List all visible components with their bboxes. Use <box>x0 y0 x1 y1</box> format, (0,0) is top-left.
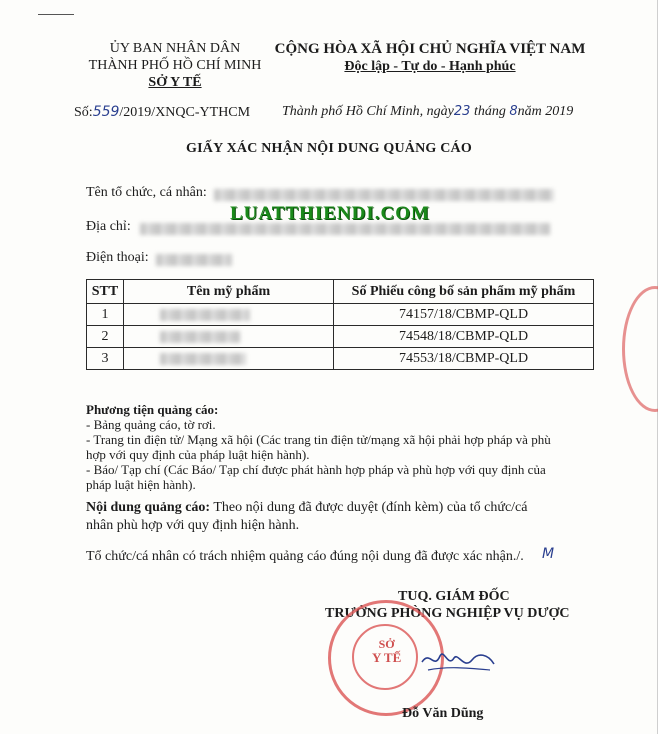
document-number <box>74 104 250 121</box>
handwritten-initial: M <box>542 546 555 562</box>
table-row <box>87 348 594 370</box>
signer-authority: TUQ. GIÁM ĐỐC <box>398 589 510 604</box>
department-name: SỞ Y TẾ <box>148 75 202 90</box>
authority-line-1: ỦY BAN NHÂN DÂN <box>109 41 241 56</box>
phone-field <box>86 250 149 266</box>
country-name: CỘNG HÒA XÃ HỘI CHỦ NGHĨA VIỆT NAM <box>274 41 586 57</box>
date-part-1: Thành phố Hồ Chí Minh, ngày <box>282 104 454 119</box>
row-declaration-number: 74157/18/CBMP-QLD <box>334 304 594 326</box>
content-text: Theo nội dung đã được duyệt (đính kèm) của tổ chức/cá nhân phù hợp với quy định hiện hành. <box>86 500 528 533</box>
row-stt: 2 <box>87 326 124 348</box>
date-part-2: tháng <box>473 104 506 119</box>
table-row <box>87 304 594 326</box>
header-declaration-number: Số Phiếu công bố sản phẩm mỹ phẩm <box>334 280 594 304</box>
responsibility-statement: Tổ chức/cá nhân có trách nhiệm quảng cáo đúng nội dung đã được xác nhận./. <box>86 549 524 564</box>
handwritten-signature <box>418 640 498 680</box>
national-header <box>270 40 590 75</box>
org-name-field <box>86 185 207 201</box>
org-name-label: Tên tổ chức, cá nhân: <box>86 185 207 200</box>
table-header-row <box>87 280 594 304</box>
row-product-redacted <box>124 326 334 348</box>
content-paragraph <box>86 499 556 535</box>
phone-redacted <box>156 254 232 266</box>
seal-text <box>372 637 401 665</box>
signer-name: Đỗ Văn Dũng <box>402 706 484 721</box>
header-stt: STT <box>87 280 124 304</box>
issuing-authority <box>70 40 280 91</box>
row-product-redacted <box>124 304 334 326</box>
doc-number-suffix: /2019/XNQC-YTHCM <box>119 105 251 120</box>
media-item: - Báo/ Tạp chí (Các Báo/ Tạp chí được phát hành hợp pháp và phù hợp với quy định của pháp luật hiện hành). <box>86 462 546 492</box>
table-row <box>87 326 594 348</box>
row-declaration-number: 74548/18/CBMP-QLD <box>334 326 594 348</box>
top-edge-mark <box>38 14 74 15</box>
row-declaration-number: 74553/18/CBMP-QLD <box>334 348 594 370</box>
signer-position: TRƯỞNG PHÒNG NGHIỆP VỤ DƯỢC <box>325 606 570 621</box>
row-stt: 1 <box>87 304 124 326</box>
org-name-redacted <box>214 189 554 201</box>
seal-line-2: Y TẾ <box>372 650 402 665</box>
content-label: Nội dung quảng cáo: <box>86 500 211 515</box>
date-month: 8 <box>509 104 518 119</box>
media-item: - Bảng quảng cáo, tờ rơi. <box>86 417 216 432</box>
doc-number-handwritten: 559 <box>92 104 120 120</box>
row-stt: 3 <box>87 348 124 370</box>
header-product-name: Tên mỹ phẩm <box>124 280 334 304</box>
document-title: GIẤY XÁC NHẬN NỘI DUNG QUẢNG CÁO <box>186 141 472 156</box>
place-and-date <box>282 104 573 120</box>
seal-line-1: SỞ <box>378 637 395 651</box>
date-part-3: năm 2019 <box>517 104 574 119</box>
site-watermark: LUATTHIENDI.COM <box>230 203 430 224</box>
side-seal-fragment <box>622 286 658 412</box>
product-table <box>86 279 594 370</box>
national-motto: Độc lập - Tự do - Hạnh phúc <box>344 59 516 74</box>
row-product-redacted <box>124 348 334 370</box>
media-item: - Trang tin điện tử/ Mạng xã hội (Các trang tin điện tử/mạng xã hội phải hợp pháp và phù hợp với quy định của pháp luật hiện hành). <box>86 432 551 462</box>
address-field <box>86 219 131 235</box>
phone-label: Điện thoại: <box>86 250 149 265</box>
authority-line-2: THÀNH PHỐ HỒ CHÍ MINH <box>88 58 262 73</box>
media-section <box>86 402 556 492</box>
doc-number-prefix: Số: <box>74 105 93 120</box>
media-heading: Phương tiện quảng cáo: <box>86 402 219 417</box>
address-label: Địa chỉ: <box>86 219 131 234</box>
date-day: 23 <box>453 104 471 119</box>
